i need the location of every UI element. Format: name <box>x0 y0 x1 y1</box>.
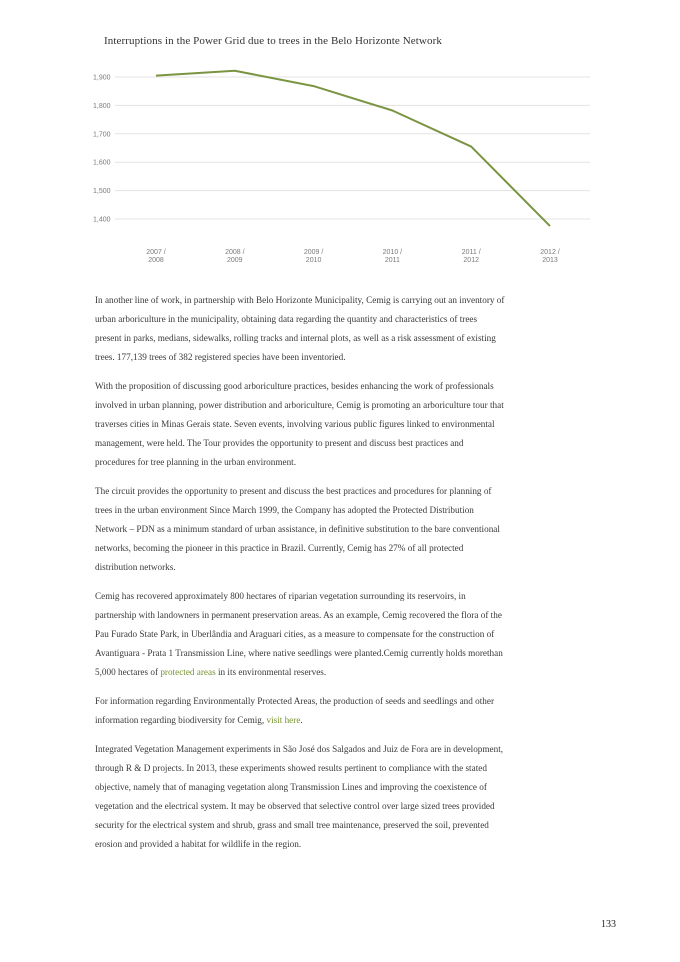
page-number: 133 <box>601 919 616 930</box>
paragraph-text: For information regarding Environmentally Protected Areas, the production of seeds and seedlings and other information regarding biodiversity for Cemig, <box>95 696 495 725</box>
series-line <box>156 71 550 226</box>
paragraph-text: in its environmental reserves. <box>215 667 327 677</box>
paragraph-text: In another line of work, in partnership with Belo Horizonte Municipality, Cemig is carrying out an inventory of urban arboriculture in the municipality, obtaining data regarding the quantity and characteristics of trees present in parks, medians, sidewalks, rolling tracks and internal plots, as well as a risk assessment of existing trees. 177,139 trees of 382 registered species have been inventoried. <box>95 295 505 362</box>
paragraph <box>95 482 505 577</box>
paragraph <box>95 692 505 730</box>
paragraph-text: Integrated Vegetation Management experiments in São José dos Salgados and Juiz de Fora are in development, through R & D projects. In 2013, these experiments showed results pertinent to compliance with the stated objective, namely that of managing vegetation along Transmission Lines and improving the coexistence of vegetation and the electrical system. It may be observed that selective control over large sized trees provided security for the electrical system and shrub, grass and small tree maintenance, preserved the soil, prevented erosion and provided a habitat for wildlife in the region. <box>95 744 504 849</box>
x-tick-label: 2008 / 2009 <box>225 249 245 264</box>
y-tick-label: 1,800 <box>93 102 111 110</box>
paragraph-text: Cemig has recovered approximately 800 hectares of riparian vegetation surrounding its reservoirs, in partnership with landowners in permanent preservation areas. As an example, Cemig recovered the flora of the Pau Furado State Park, in Uberlândia and Araguari cities, as a measure to compensate for the construction of Avantiguara - Prata 1 Transmission Line, where native seedlings were planted.Cemig currently holds morethan 5,000 hectares of <box>95 591 503 677</box>
text-link[interactable]: visit here <box>266 715 301 725</box>
y-tick-label: 1,700 <box>93 131 111 139</box>
body-text <box>95 291 505 864</box>
text-link[interactable]: protected areas <box>160 667 216 677</box>
y-tick-label: 1,500 <box>93 188 111 196</box>
y-tick-label: 1,900 <box>93 74 111 82</box>
x-tick-label: 2007 / 2008 <box>146 249 166 264</box>
x-tick-label: 2012 / 2013 <box>540 249 560 264</box>
x-tick-label: 2011 / 2012 <box>461 249 481 264</box>
paragraph-text: With the proposition of discussing good arboriculture practices, besides enhancing the work of professionals involved in urban planning, power distribution and arboriculture, Cemig is promoting an arboriculture tour that traverses cities in Minas Gerais state. Seven events, involving various public figures linked to environmental management, were held. The Tour provides the opportunity to present and discuss best practices and procedures for tree planning in the urban environment. <box>95 381 504 467</box>
y-tick-label: 1,600 <box>93 159 111 167</box>
paragraph <box>95 587 505 682</box>
paragraph <box>95 291 505 367</box>
x-axis-ticks <box>146 249 560 264</box>
line-chart <box>0 0 680 280</box>
paragraph-text: The circuit provides the opportunity to present and discuss the best practices and procedures for planning of trees in the urban environment Since March 1999, the Company has adopted the Protected Distribution Network – PDN as a minimum standard of urban assistance, in definitive substitution to the bare conventional networks, becoming the pioneer in this practice in Brazil. Currently, Cemig has 27% of all protected distribution networks. <box>95 486 500 572</box>
y-tick-label: 1,400 <box>93 216 111 224</box>
paragraph <box>95 740 505 854</box>
chart-series <box>156 71 550 226</box>
y-axis-ticks <box>93 75 111 224</box>
paragraph-text: . <box>300 715 303 725</box>
paragraph <box>95 377 505 472</box>
chart-title: Interruptions in the Power Grid due to trees in the Belo Horizonte Network <box>104 35 442 47</box>
x-tick-label: 2010 / 2011 <box>382 249 403 264</box>
x-tick-label: 2009 / 2010 <box>303 249 324 264</box>
